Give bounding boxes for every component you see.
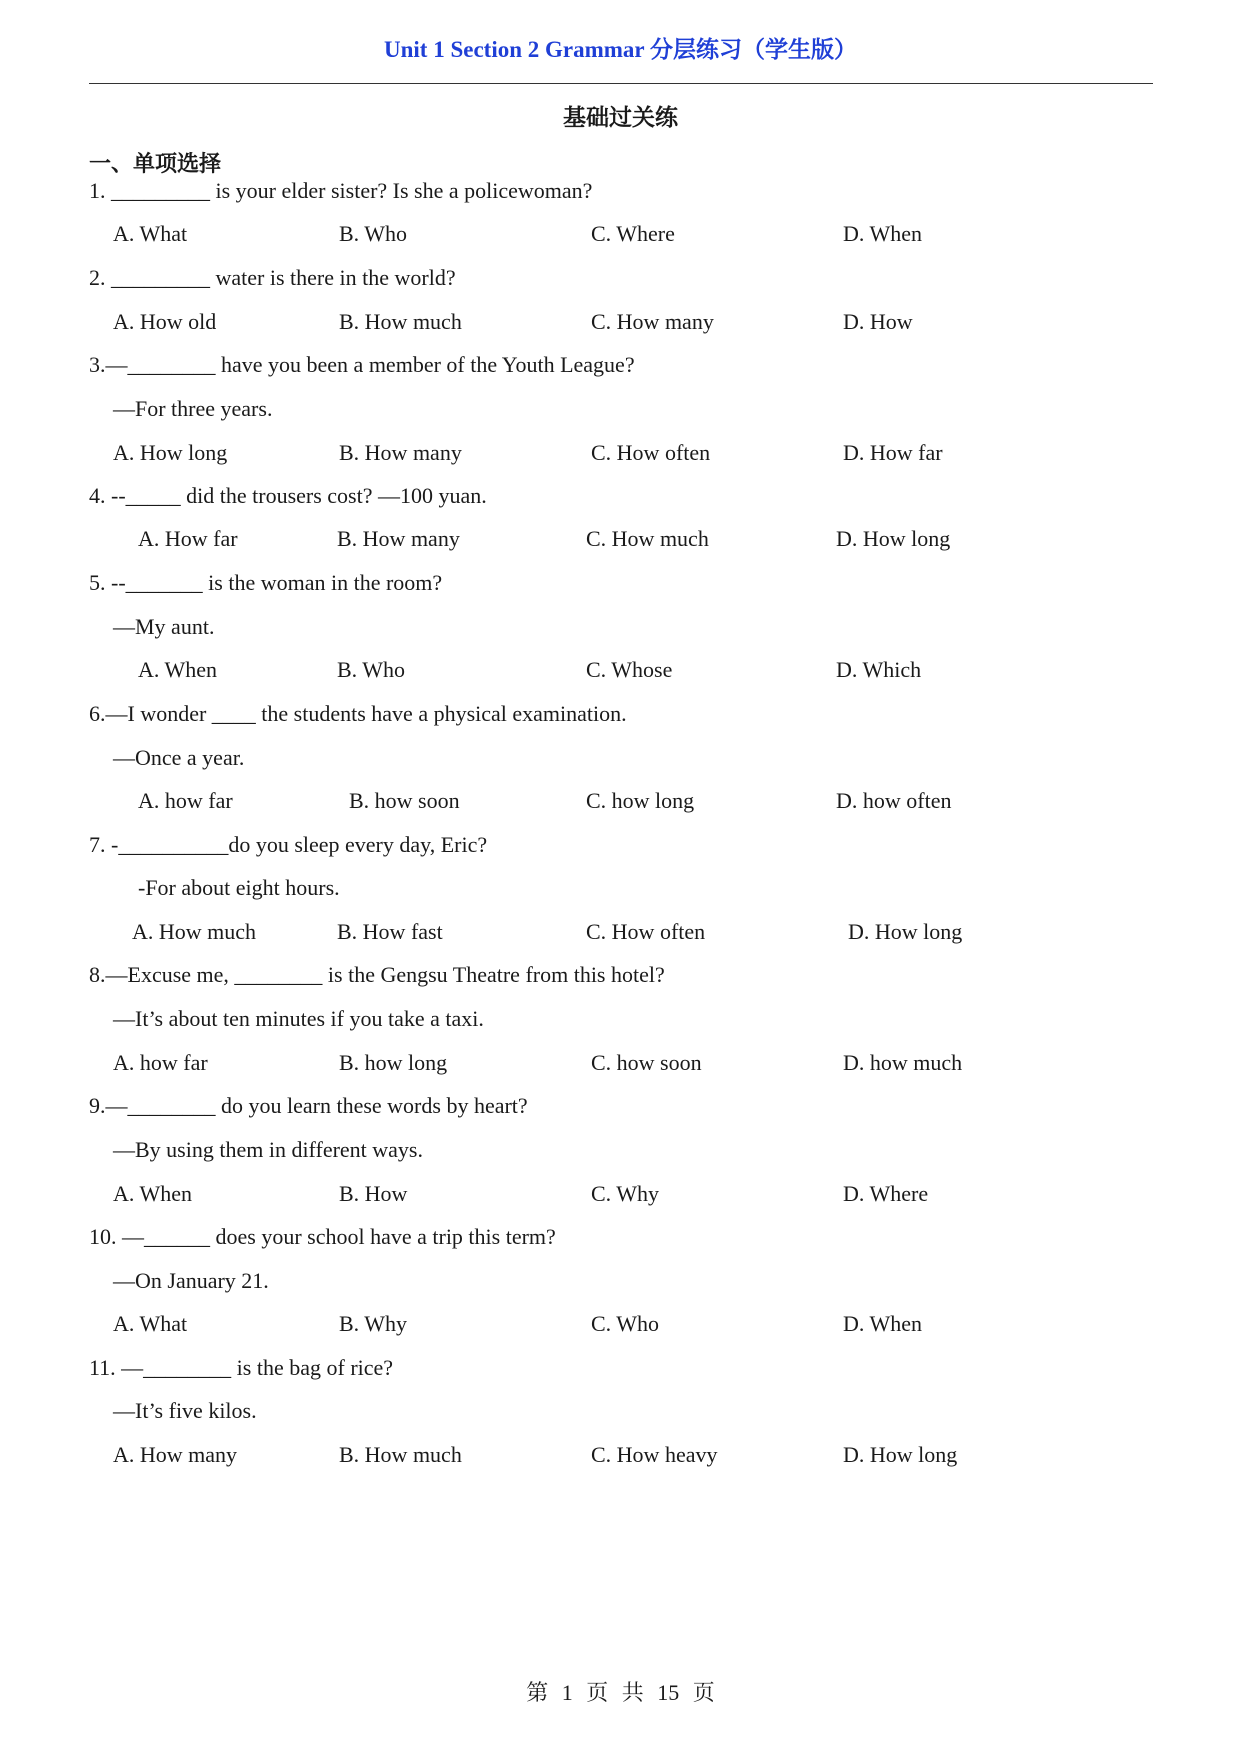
- answer-option: D. Which: [836, 657, 922, 682]
- answer-option: D. How long: [843, 1442, 958, 1467]
- answer-option: C. How much: [586, 526, 709, 551]
- answer-option: C. Who: [591, 1311, 660, 1336]
- header-divider: [89, 83, 1153, 84]
- answer-option: A. When: [138, 657, 218, 682]
- question-stem: 11. —________ is the bag of rice?: [89, 1355, 394, 1380]
- answer-option: A. how far: [138, 788, 233, 813]
- answer-option: D. how much: [843, 1050, 963, 1075]
- answer-option: C. how long: [586, 788, 695, 813]
- answer-option: D. When: [843, 221, 923, 246]
- answer-option: B. how soon: [349, 788, 460, 813]
- answer-option: A. When: [113, 1181, 193, 1206]
- answer-option: D. How far: [843, 440, 943, 465]
- answer-option: B. How much: [339, 1442, 462, 1467]
- answer-option: D. How long: [848, 919, 963, 944]
- question-response: -For about eight hours.: [138, 875, 340, 900]
- answer-option: C. How heavy: [591, 1442, 718, 1467]
- question-stem: 7. -__________do you sleep every day, Eric?: [89, 832, 488, 857]
- answer-option: C. Whose: [586, 657, 673, 682]
- answer-option: B. how long: [339, 1050, 448, 1075]
- page-footer: 第 1 页 共 15 页: [526, 1680, 715, 1705]
- answer-option: B. How fast: [337, 919, 443, 944]
- answer-option: B. How many: [339, 440, 462, 465]
- answer-option: B. Who: [339, 221, 408, 246]
- question-stem: 5. --_______ is the woman in the room?: [89, 570, 443, 595]
- question-stem: 10. —______ does your school have a trip this term?: [89, 1224, 556, 1249]
- question-stem: 1. _________ is your elder sister? Is she a policewoman?: [89, 178, 593, 203]
- answer-option: D. How: [843, 309, 913, 334]
- question-response: —It’s about ten minutes if you take a taxi.: [113, 1006, 484, 1031]
- question-stem: 2. _________ water is there in the world?: [89, 265, 456, 290]
- answer-option: C. How often: [591, 440, 711, 465]
- answer-option: A. How many: [113, 1442, 238, 1467]
- answer-option: C. how soon: [591, 1050, 702, 1075]
- question-response: —Once a year.: [113, 745, 245, 770]
- answer-option: D. how often: [836, 788, 952, 813]
- section-subtitle: 基础过关练: [563, 105, 678, 131]
- question-stem: 8.—Excuse me, ________ is the Gengsu Theatre from this hotel?: [89, 962, 665, 987]
- answer-option: B. Who: [337, 657, 406, 682]
- question-stem: 3.—________ have you been a member of the Youth League?: [89, 352, 635, 377]
- answer-option: B. How much: [339, 309, 462, 334]
- answer-option: A. How long: [113, 440, 228, 465]
- answer-option: A. how far: [113, 1050, 208, 1075]
- answer-option: B. Why: [339, 1311, 408, 1336]
- answer-option: B. How many: [337, 526, 460, 551]
- answer-option: A. What: [113, 221, 188, 246]
- document-title: Unit 1 Section 2 Grammar 分层练习（学生版）: [384, 37, 857, 62]
- question-response: —For three years.: [113, 396, 273, 421]
- answer-option: B. How: [339, 1181, 408, 1206]
- answer-option: A. How much: [132, 919, 257, 944]
- answer-option: D. How long: [836, 526, 951, 551]
- section-heading: 一、单项选择: [89, 152, 222, 177]
- question-stem: 6.—I wonder ____ the students have a physical examination.: [89, 701, 627, 726]
- answer-option: C. Where: [591, 221, 675, 246]
- answer-option: C. How many: [591, 309, 714, 334]
- question-response: —My aunt.: [113, 614, 215, 639]
- question-response: —By using them in different ways.: [113, 1137, 423, 1162]
- answer-option: A. How far: [138, 526, 238, 551]
- question-response: —On January 21.: [113, 1268, 269, 1293]
- answer-option: D. Where: [843, 1181, 929, 1206]
- answer-option: A. What: [113, 1311, 188, 1336]
- question-response: —It’s five kilos.: [113, 1398, 257, 1423]
- question-stem: 4. --_____ did the trousers cost? —100 yuan.: [89, 483, 487, 508]
- answer-option: C. Why: [591, 1181, 660, 1206]
- answer-option: C. How often: [586, 919, 706, 944]
- question-stem: 9.—________ do you learn these words by heart?: [89, 1093, 528, 1118]
- answer-option: D. When: [843, 1311, 923, 1336]
- answer-option: A. How old: [113, 309, 217, 334]
